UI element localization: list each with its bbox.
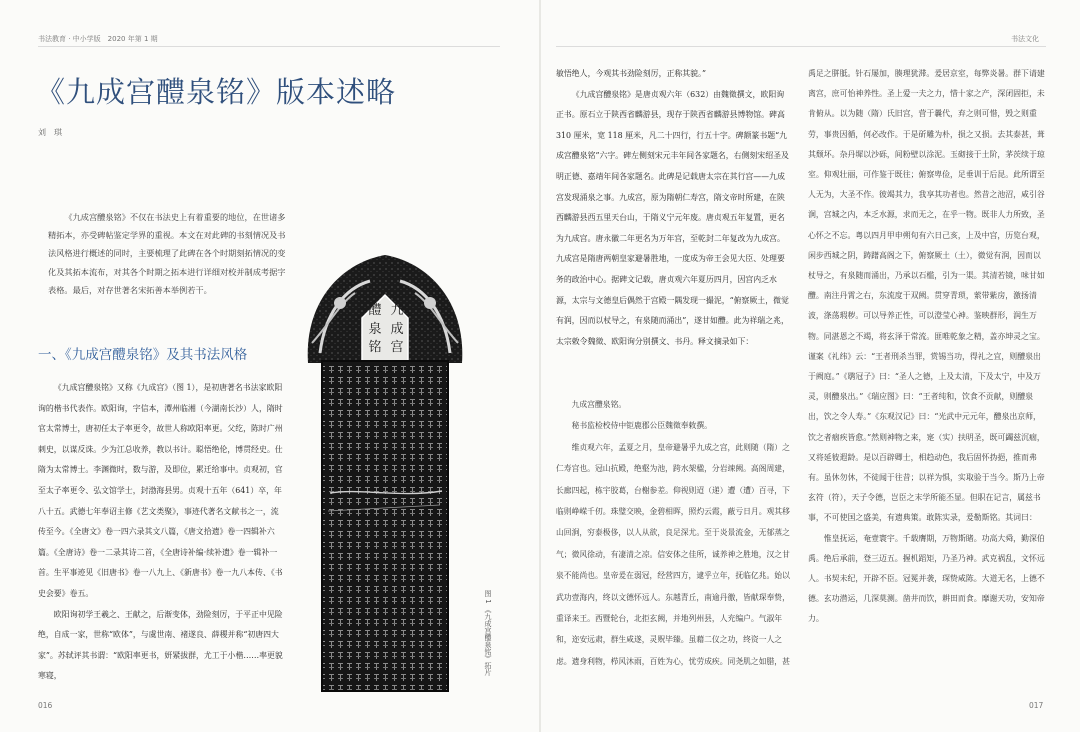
- section-heading: 一、《九成宫醴泉铭》及其书法风格: [38, 347, 248, 363]
- inscription-body: 维贞观六年，孟夏之月，皇帝避暑乎九成之宫，此则随（隋）之仁寿宫也。冠山抗殿，绝壑为池，跨水架楹，分岩竦阙。高阁周建，长廊四起，栋宇胶葛，台榭参差。仰视则迢（递）遭（遭）百寻，下临则峥嵘千仞。珠璧交映，金碧相晖，照灼云霞，蔽亏日月。观其移山回涧，穷泰极侈，以人从欲，良足深尤。至于炎景流金，无郁蒸之气；微风徐动，有凄清之凉。信安体之佳所，诚养神之胜地，汉之甘泉不能尚也。皇帝爰在弱冠，经营四方，逮乎立年，抚临亿兆。始以武功壹海内，终以文德怀远人。东越青丘，南逾丹徼，皆献琛奉贽，重译来王。西暨轮台，北拒玄阙，并地列州县，人充编户。气淑年和，迩安远肃，群生咸遂，灵贶毕臻。虽藉二仪之功，终资一人之虑。遗身利物，栉风沐雨，百姓为心，忧劳成疾。同尧肌之如腊，甚: [556, 442, 790, 666]
- stele-char: 九: [390, 303, 404, 318]
- inscription-verse: 惟皇抚运，奄壹寰宇。千载膺期，万物斯睹。功高大舜，勤深伯禹。绝后承前，登三迈五。握机蹈矩，乃圣乃神。武克祸乱，文怀远人。书契未纪，开辟不臣。冠冕并袭，琛贽咸陈。大道无名，上德不德。玄功潜运，几深莫测。凿井而饮，耕田而食。靡谢天功，安知帝力。: [808, 533, 1045, 624]
- author-name: 刘 琪: [38, 128, 62, 137]
- body-column-right-2: [808, 64, 1046, 694]
- header-rule: [38, 46, 500, 47]
- stele-heading-chars: [364, 303, 408, 359]
- body-column-right-1: [556, 64, 791, 394]
- abstract-text: 《九成宫醴泉铭》不仅在书法史上有着重要的地位，在世诸多精拓本，亦受碑帖鉴定学界的重视。本文在对此碑的书刻情况及书法风格进行概述的同时，主要梳理了此碑在各个时期刻拓情况的变化及其拓本流布，对其各个时期之拓本进行详细对校并制成考据字表格。最后，对存世著名宋拓善本举例若干。: [48, 212, 286, 295]
- stele-char: 铭: [368, 340, 382, 356]
- header-rule: [556, 46, 1046, 47]
- running-header-right: 书法文化: [1011, 35, 1039, 43]
- inscription-title: 九成宫醴泉铭。: [571, 400, 627, 409]
- article-title: 《九成宫醴泉铭》版本述略: [36, 75, 397, 109]
- inscription-body: 秘书监检校侍中钜鹿郡公臣魏徵奉敕撰。: [571, 421, 712, 431]
- stele-char: 成: [390, 321, 404, 337]
- body-paragraph: 敏悟绝人，今观其书劲险刻厉，正称其貌。”: [556, 69, 707, 78]
- inscription-transcription: [556, 394, 791, 694]
- stele-char: 醴: [368, 303, 382, 318]
- body-paragraph: 《九成宫醴泉铭》又称《九成宫》（图 1），是初唐著名书法家欧阳询的楷书代表作。欧阳询，字信本，潭州临湘（今湖南长沙）人，隋时官太常博士，唐初任太子率更令，故世人称欧阳率更。父纥，陈时广州刺史，以谋反诛。少为江总收养，教以书计。聪悟绝伦，博贯经史。仕隋为太常博士。李渊微时，数与游，及即位，累迁给事中。贞观初，官至太子率更令、弘文馆学士，封渤海县男。贞观十五年（641）卒，年八十五。武德七年奉诏主修《艺文类聚》，事迹代著名文献书之一，流传至今。《全唐文》卷一四六录其文八篇，《唐文拾遗》卷一四辑补六篇。《全唐诗》卷一二录其诗二首，《全唐诗补编·续补遗》卷一辑补一首。生平事迹见《旧唐书》卷一八九上、《新唐书》卷一九八本传、《书史会要》卷五。: [38, 383, 283, 598]
- page-number-left: 016: [38, 701, 53, 710]
- left-page: [0, 0, 539, 732]
- stele-char: 宫: [390, 340, 404, 356]
- body-paragraph: 《九成宫醴泉铭》是唐贞观六年（632）由魏徵撰文，欧阳询正书。原石立于陕西省麟游县，现存于陕西省麟游县博物馆。碑高 310 厘米，宽 118 厘米，凡二十四行，行五十字。碑额篆书题“九成宫醴泉铭”六字。碑左侧刻宋元丰年间各家题名，右侧刻宋绍圣及明正德、嘉靖年间各家题名。此碑是记载唐太宗在其行宫——九成宫发现涌泉之事。九成宫，原为隋朝仁寿宫，隋文帝时所建，在陕西麟游县西五里天台山，于隋义宁元年废。唐贞观五年复置，更名为九成宫。唐永徽二年更名为万年宫，至乾封二年复改为九成宫。九成宫是隋唐两朝皇家避暑胜地，一度成为帝王会见大臣、处理要务的政治中心。据碑文记载，唐贞观六年夏历四月，因宫内乏水源，太宗与文德皇后偶然于宫殿一隅发现一撮泥，“俯察厥土，微觉有润，因而以杖导之，有泉随而涌出”，遂甘如醴。此为祥瑞之兆，太宗敕令魏徵、欧阳询分别撰文、书丹。释文摘录如下：: [556, 89, 789, 346]
- body-column-left: [38, 378, 286, 698]
- body-paragraph: 欧阳询初学王羲之、王献之，后渐变体，劲险刻厉，于平正中见险绝，自成一家，世称“欧体”，与虞世南、褚遂良、薛稷并称“初唐四大家”。苏轼评其书谓：“欧阳率更书，妍紧拔群，尤工于小楷……率更貌寒寝，: [38, 609, 283, 681]
- figure-caption: 图 1 《九成宫醴泉铭》拓片: [484, 590, 492, 676]
- page-number-right: 017: [1029, 701, 1044, 710]
- running-header-left: 书法教育 · 中小学版 2020 年第 1 期: [38, 35, 158, 43]
- inscription-body: 禹足之胼胝。针石屡加，腠理犹滞。爰居京室，每弊炎暑。群下请建离宫，庶可怡神养性。圣上爱一夫之力，惜十家之产，深闭固拒，未肯俯从。以为随（隋）氏旧宫，营于曩代，弃之则可惜，毁之则重劳，事贵因循，何必改作。于是斫雕为朴，损之又损。去其泰甚，葺其颓坏。杂丹墀以沙砾，间粉壁以涂泥。玉砌接于土阶，茅茨续于琼室。仰观壮丽，可作鉴于既往；俯察卑俭，足垂训于后昆。此所谓至人无为，大圣不作。彼竭其力，我享其功者也。然昔之池沼，咸引谷涧，宫城之内，本乏水源，求而无之，在乎一物。既非人力所致，圣心怀之不忘。粤以四月甲申朔旬有六日己亥，上及中宫，历览台观，闲步西城之阴，踌躇高阁之下，俯察厥土（土），微觉有润，因而以杖导之，有泉随而涌出，乃承以石槛，引为一渠。其清若镜，味甘如醴。南注丹霄之右，东流度于双阙。贯穿青琐，萦带紫房，激扬清波，涤荡瑕秽。可以导养正性，可以澄莹心神。鉴映群形，润生万物。同湛恩之不竭，将玄泽于常流。匪唯乾象之精，盖亦坤灵之宝。谨案《礼纬》云：“王者刑杀当罪，赏锡当功，得礼之宜，则醴泉出于阙庭。”《鹖冠子》曰：“圣人之德，上及太清，下及太宁，中及万灵，则醴泉出。”《瑞应图》曰：“王者纯和，饮食不贡献，则醴泉出，饮之令人寿。”《东观汉记》曰：“光武中元元年，醴泉出京师，饮之者痼疾皆愈。”然则神物之来，寔（实）扶明圣，既可蠲兹沉痼，又将延彼遐龄。是以百辟卿士，相趋动色，我后固怀㧑挹，推而弗有。虽休勿休，不徒闻于往昔；以祥为惧，实取验于当今。斯乃上帝玄符（符），天子令德，岂臣之末学所能丕显。但职在记言，属兹书事，不可使国之盛美，有遗典策。敢陈实录，爰勒斯铭。其词曰：: [808, 69, 1045, 523]
- abstract: [48, 208, 286, 299]
- stele-char: 泉: [368, 321, 382, 337]
